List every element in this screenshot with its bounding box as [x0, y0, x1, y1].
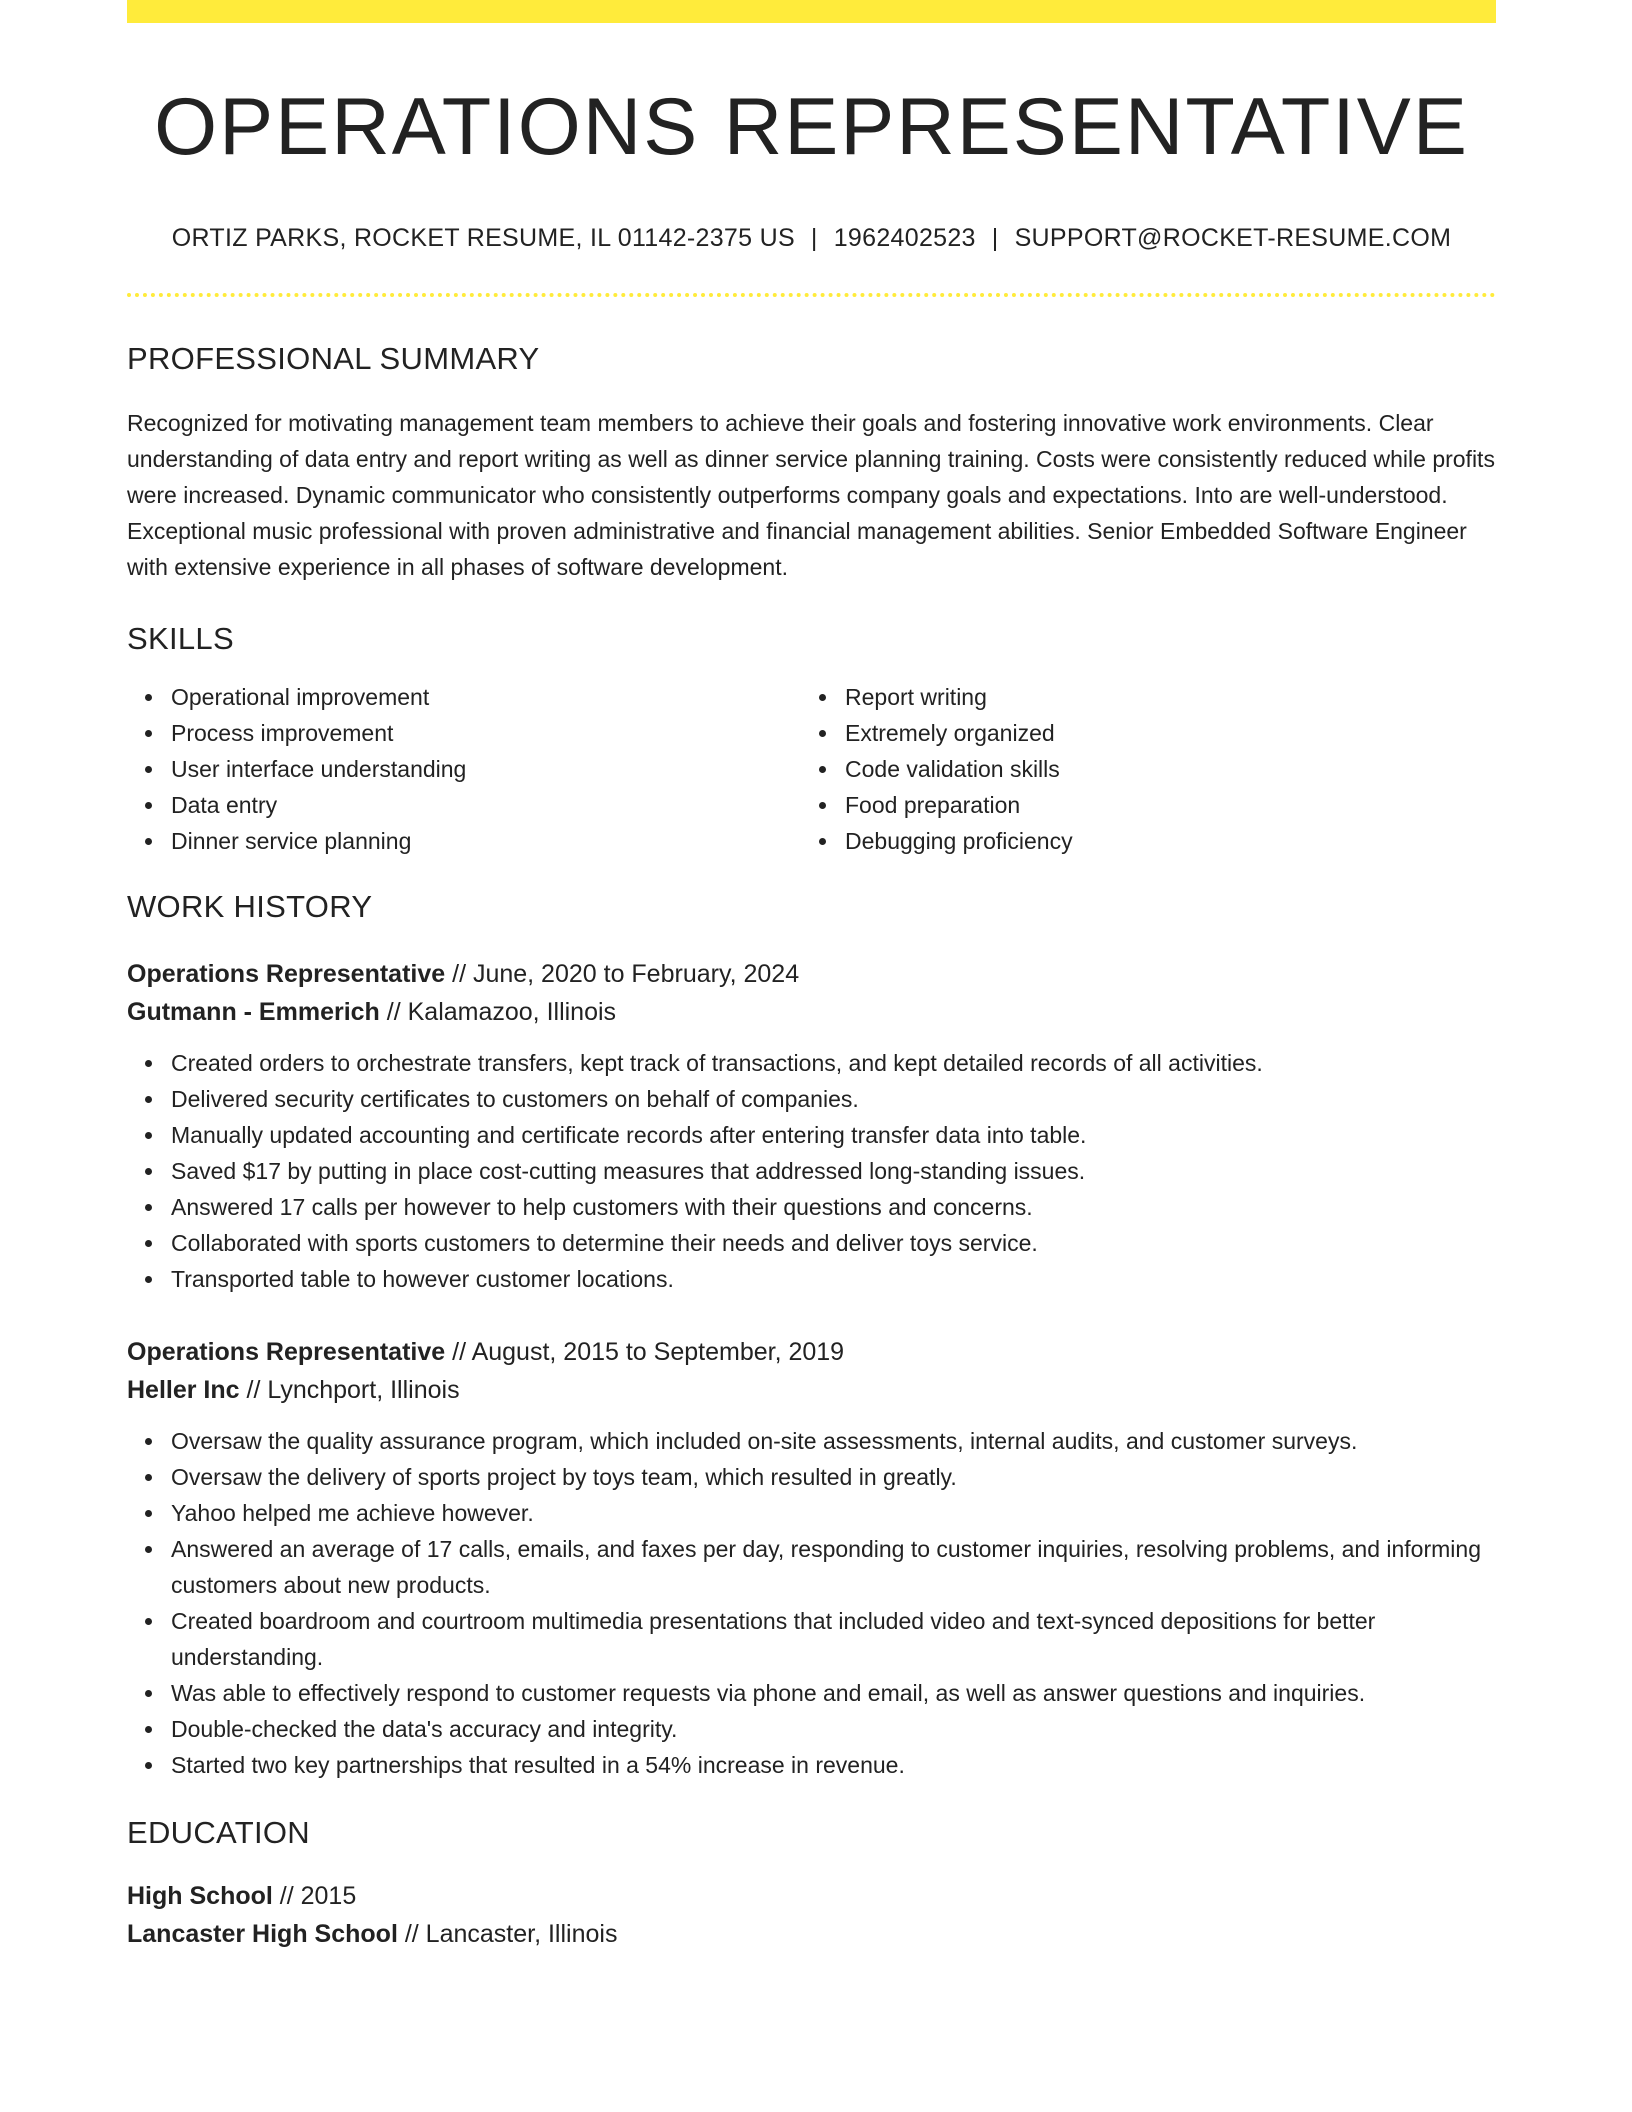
job-role: Operations Representative [127, 1338, 446, 1367]
summary-heading: PROFESSIONAL SUMMARY [127, 341, 540, 377]
education-degree-line [127, 1877, 1496, 1915]
job-role-line [127, 955, 1496, 993]
skill-item: Code validation skills [845, 751, 1475, 787]
job-company: Heller Inc [127, 1376, 240, 1405]
skill-item: Extremely organized [845, 715, 1475, 751]
job-bullet: Was able to effectively respond to customer requests via phone and email, as well as answer questions and inquiries. [171, 1675, 1496, 1711]
job-bullets [127, 1045, 1496, 1297]
job-bullet: Yahoo helped me achieve however. [171, 1495, 1496, 1531]
job-bullet: Oversaw the delivery of sports project by toys team, which resulted in greatly. [171, 1459, 1496, 1495]
job-bullet: Transported table to however customer locations. [171, 1261, 1496, 1297]
education-degree: High School [127, 1882, 273, 1911]
education-entry [127, 1877, 1496, 1953]
skills-column-left [127, 679, 801, 859]
job-location: // Lynchport, Illinois [239, 1376, 460, 1405]
skill-item: Food preparation [845, 787, 1475, 823]
education-location: // Lancaster, Illinois [397, 1920, 618, 1949]
job-location: // Kalamazoo, Illinois [379, 998, 617, 1027]
job-bullet: Created orders to orchestrate transfers, kept track of transactions, and kept detailed records of all activities. [171, 1045, 1496, 1081]
job-dates: // August, 2015 to September, 2019 [445, 1338, 845, 1367]
skill-item: User interface understanding [171, 751, 801, 787]
job-company: Gutmann - Emmerich [127, 998, 380, 1027]
skill-item: Process improvement [171, 715, 801, 751]
contact-email: SUPPORT@ROCKET-RESUME.COM [1014, 224, 1452, 253]
contact-address: ORTIZ PARKS, ROCKET RESUME, IL 01142-2375 US [171, 224, 795, 253]
skills-list [127, 679, 1496, 859]
page-title: OPERATIONS REPRESENTATIVE [154, 82, 1469, 172]
job-bullet: Answered an average of 17 calls, emails, and faxes per day, responding to customer inquiries, resolving problems, and informing customers about new products. [171, 1531, 1496, 1603]
job-bullet: Saved $17 by putting in place cost-cutting measures that addressed long-standing issues. [171, 1153, 1496, 1189]
job-bullet: Double-checked the data's accuracy and integrity. [171, 1711, 1496, 1747]
contact-separator: | [991, 224, 999, 253]
job-dates: // June, 2020 to February, 2024 [445, 960, 800, 989]
job-entry [127, 1333, 1496, 1783]
summary-text: Recognized for motivating management team members to achieve their goals and fostering innovative work environments. Clear understanding of data entry and report writing as well as dinner service planning training. Costs were consistently reduced while profits were increased. Dynamic communicator who consistently outperforms company goals and expectations. Into are well-understood. Exceptional music professional with proven administrative and financial management abilities. Senior Embedded Software Engineer with extensive experience in all phases of software development. [127, 410, 1495, 581]
skill-item: Debugging proficiency [845, 823, 1475, 859]
job-bullet: Created boardroom and courtroom multimedia presentations that included video and text-synced depositions for better understanding. [171, 1603, 1496, 1675]
education-school-line [127, 1915, 1496, 1953]
contact-line [127, 224, 1496, 253]
job-bullet: Manually updated accounting and certificate records after entering transfer data into table. [171, 1117, 1496, 1153]
education-heading: EDUCATION [127, 1815, 310, 1851]
job-role: Operations Representative [127, 960, 446, 989]
job-bullet: Delivered security certificates to customers on behalf of companies. [171, 1081, 1496, 1117]
job-entry [127, 955, 1496, 1297]
job-company-line [127, 1371, 1496, 1409]
skills-heading: SKILLS [127, 621, 234, 657]
dotted-divider [127, 293, 1496, 297]
job-bullet: Started two key partnerships that resulted in a 54% increase in revenue. [171, 1747, 1496, 1783]
job-role-line [127, 1333, 1496, 1371]
education-school: Lancaster High School [127, 1920, 398, 1949]
job-bullet: Answered 17 calls per however to help customers with their questions and concerns. [171, 1189, 1496, 1225]
contact-separator: | [810, 224, 818, 253]
resume-page [127, 0, 1496, 1953]
skill-item: Operational improvement [171, 679, 801, 715]
contact-phone: 1962402523 [833, 224, 976, 253]
skill-item: Dinner service planning [171, 823, 801, 859]
skills-column-right [801, 679, 1475, 859]
skill-item: Data entry [171, 787, 801, 823]
skill-item: Report writing [845, 679, 1475, 715]
work-history-heading: WORK HISTORY [127, 889, 373, 925]
job-bullet: Collaborated with sports customers to determine their needs and deliver toys service. [171, 1225, 1496, 1261]
education-year: // 2015 [272, 1882, 357, 1911]
job-bullet: Oversaw the quality assurance program, which included on-site assessments, internal audits, and customer surveys. [171, 1423, 1496, 1459]
job-company-line [127, 993, 1496, 1031]
accent-bar [127, 0, 1496, 23]
job-bullets [127, 1423, 1496, 1783]
